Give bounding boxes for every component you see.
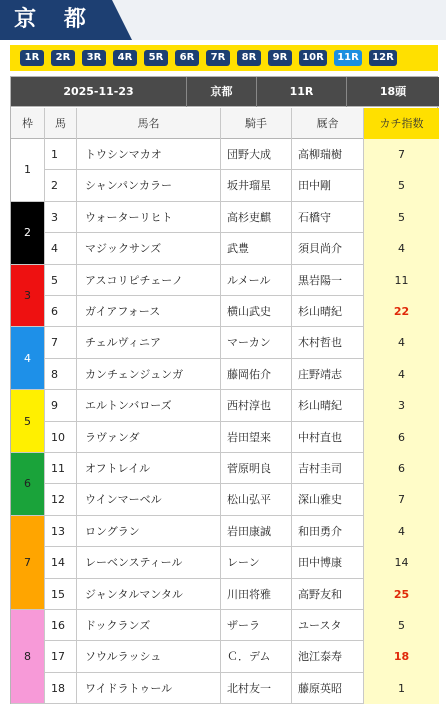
jockey-name: 藤岡佑介 (221, 359, 292, 390)
race-tab-10r[interactable]: 10R (299, 50, 327, 66)
horse-number: 17 (45, 641, 77, 672)
horse-name[interactable]: ウォーターリヒト (77, 202, 221, 233)
jockey-name: レーン (221, 547, 292, 578)
horse-name[interactable]: トウシンマカオ (77, 139, 221, 170)
kachi-index: 3 (364, 390, 439, 421)
kachi-index: 4 (364, 516, 439, 547)
trainer-name: ユースタ (292, 610, 364, 641)
waku-cell: 1 (11, 139, 45, 202)
horse-name[interactable]: ジャンタルマンタル (77, 579, 221, 610)
jockey-name: Ｃ．デム (221, 641, 292, 672)
header-number: 馬 (45, 108, 77, 139)
trainer-name: 庄野靖志 (292, 359, 364, 390)
horse-number: 2 (45, 170, 77, 201)
race-tab-2r[interactable]: 2R (51, 50, 75, 66)
jockey-name: 団野大成 (221, 139, 292, 170)
kachi-index: 6 (364, 453, 439, 484)
horse-name[interactable]: カンチェンジュンガ (77, 359, 221, 390)
race-venue: 京都 (187, 77, 257, 107)
horse-name[interactable]: レーベンスティール (77, 547, 221, 578)
horse-number: 9 (45, 390, 77, 421)
waku-cell: 8 (11, 610, 45, 704)
race-tab-4r[interactable]: 4R (113, 50, 137, 66)
jockey-name: 菅原明良 (221, 453, 292, 484)
race-tab-8r[interactable]: 8R (237, 50, 261, 66)
kachi-index: 4 (364, 233, 439, 264)
table-row (45, 202, 439, 233)
table-row (45, 170, 439, 201)
race-tab-11r[interactable]: 11R (334, 50, 362, 66)
table-row (45, 484, 439, 515)
kachi-index: 4 (364, 359, 439, 390)
horse-number: 6 (45, 296, 77, 327)
trainer-name: 石橋守 (292, 202, 364, 233)
race-tab-5r[interactable]: 5R (144, 50, 168, 66)
trainer-name: 藤原英昭 (292, 673, 364, 704)
kachi-index: 22 (364, 296, 439, 327)
race-number: 11R (257, 77, 347, 107)
kachi-index: 11 (364, 265, 439, 296)
horse-name[interactable]: シャンパンカラー (77, 170, 221, 201)
horse-name[interactable]: ドックランズ (77, 610, 221, 641)
horse-name[interactable]: ラヴァンダ (77, 422, 221, 453)
table-row (45, 641, 439, 672)
jockey-name: 北村友一 (221, 673, 292, 704)
table-row (45, 139, 439, 170)
race-tab-12r[interactable]: 12R (369, 50, 397, 66)
trainer-name: 杉山晴紀 (292, 390, 364, 421)
trainer-name: 田中剛 (292, 170, 364, 201)
jockey-name: 坂井瑠星 (221, 170, 292, 201)
jockey-name: 岩田康誠 (221, 516, 292, 547)
table-row (45, 422, 439, 453)
horse-name[interactable]: アスコリピチェーノ (77, 265, 221, 296)
race-info-row (11, 77, 439, 107)
header-trainer: 厩舎 (292, 108, 364, 139)
horse-name[interactable]: マジックサンズ (77, 233, 221, 264)
trainer-name: 須貝尚介 (292, 233, 364, 264)
header-horse-name: 馬名 (77, 108, 221, 139)
table-row (45, 233, 439, 264)
kachi-index: 6 (364, 422, 439, 453)
horse-number: 12 (45, 484, 77, 515)
horse-number: 1 (45, 139, 77, 170)
horse-number: 10 (45, 422, 77, 453)
horse-name[interactable]: ワイドラトゥール (77, 673, 221, 704)
horse-number: 7 (45, 327, 77, 358)
waku-cell: 2 (11, 202, 45, 265)
kachi-index: 7 (364, 139, 439, 170)
trainer-name: 木村哲也 (292, 327, 364, 358)
kachi-index: 1 (364, 673, 439, 704)
horse-number: 5 (45, 265, 77, 296)
jockey-name: ルメール (221, 265, 292, 296)
table-row (45, 327, 439, 358)
table-row (45, 265, 439, 296)
runner-count: 18頭 (379, 85, 407, 98)
horse-number: 4 (45, 233, 77, 264)
table-row (45, 296, 439, 327)
horse-number: 13 (45, 516, 77, 547)
horse-name[interactable]: エルトンバローズ (77, 390, 221, 421)
race-tab-9r[interactable]: 9R (268, 50, 292, 66)
venue-title: 京 都 (14, 7, 96, 32)
trainer-name: 高野友和 (292, 579, 364, 610)
jockey-name: 西村淳也 (221, 390, 292, 421)
table-row (45, 610, 439, 641)
kachi-index: 4 (364, 327, 439, 358)
race-date: 2025-11-23 (11, 77, 187, 107)
race-tab-3r[interactable]: 3R (82, 50, 106, 66)
horse-name[interactable]: ロングラン (77, 516, 221, 547)
waku-cell: 7 (11, 516, 45, 610)
kachi-index: 25 (364, 579, 439, 610)
kachi-index: 14 (364, 547, 439, 578)
jockey-name: 川田将雅 (221, 579, 292, 610)
jockey-name: 横山武史 (221, 296, 292, 327)
horse-number: 8 (45, 359, 77, 390)
header-index: カチ指数 (364, 108, 439, 139)
trainer-name: 杉山晴紀 (292, 296, 364, 327)
trainer-name: 和田勇介 (292, 516, 364, 547)
race-table (10, 76, 438, 704)
horse-number: 14 (45, 547, 77, 578)
trainer-name: 田中博康 (292, 547, 364, 578)
jockey-name: 岩田望来 (221, 422, 292, 453)
trainer-name: 池江泰寿 (292, 641, 364, 672)
kachi-index: 7 (364, 484, 439, 515)
trainer-name: 深山雅史 (292, 484, 364, 515)
horse-number: 11 (45, 453, 77, 484)
jockey-name: 松山弘平 (221, 484, 292, 515)
horse-name[interactable]: ソウルラッシュ (77, 641, 221, 672)
trainer-name: 高柳瑞樹 (292, 139, 364, 170)
trainer-name: 黒岩陽一 (292, 265, 364, 296)
waku-cell: 5 (11, 390, 45, 453)
table-row (45, 390, 439, 421)
table-row (45, 359, 439, 390)
jockey-name: 高杉吏麒 (221, 202, 292, 233)
kachi-index: 5 (364, 202, 439, 233)
table-row (45, 579, 439, 610)
trainer-name: 吉村圭司 (292, 453, 364, 484)
jockey-name: マーカン (221, 327, 292, 358)
header-jockey: 騎手 (221, 108, 292, 139)
horse-name[interactable]: ウインマーベル (77, 484, 221, 515)
kachi-index: 18 (364, 641, 439, 672)
kachi-index: 5 (364, 610, 439, 641)
jockey-name: ザーラ (221, 610, 292, 641)
race-tab-1r[interactable]: 1R (20, 50, 44, 66)
horse-number: 15 (45, 579, 77, 610)
horse-number: 3 (45, 202, 77, 233)
table-row (45, 547, 439, 578)
table-header (11, 108, 439, 139)
horse-name[interactable]: チェルヴィニア (77, 327, 221, 358)
jockey-name: 武豊 (221, 233, 292, 264)
waku-cell: 6 (11, 453, 45, 516)
table-row (45, 673, 439, 704)
kachi-index: 5 (364, 170, 439, 201)
race-tab-6r[interactable]: 6R (175, 50, 199, 66)
table-row (45, 516, 439, 547)
race-tab-7r[interactable]: 7R (206, 50, 230, 66)
waku-cell: 4 (11, 327, 45, 390)
horse-number: 16 (45, 610, 77, 641)
horse-number: 18 (45, 673, 77, 704)
trainer-name: 中村直也 (292, 422, 364, 453)
race-selector (10, 45, 438, 71)
header-waku: 枠 (11, 108, 45, 139)
horse-name[interactable]: オフトレイル (77, 453, 221, 484)
waku-cell: 3 (11, 265, 45, 328)
horse-name[interactable]: ガイアフォース (77, 296, 221, 327)
table-row (45, 453, 439, 484)
